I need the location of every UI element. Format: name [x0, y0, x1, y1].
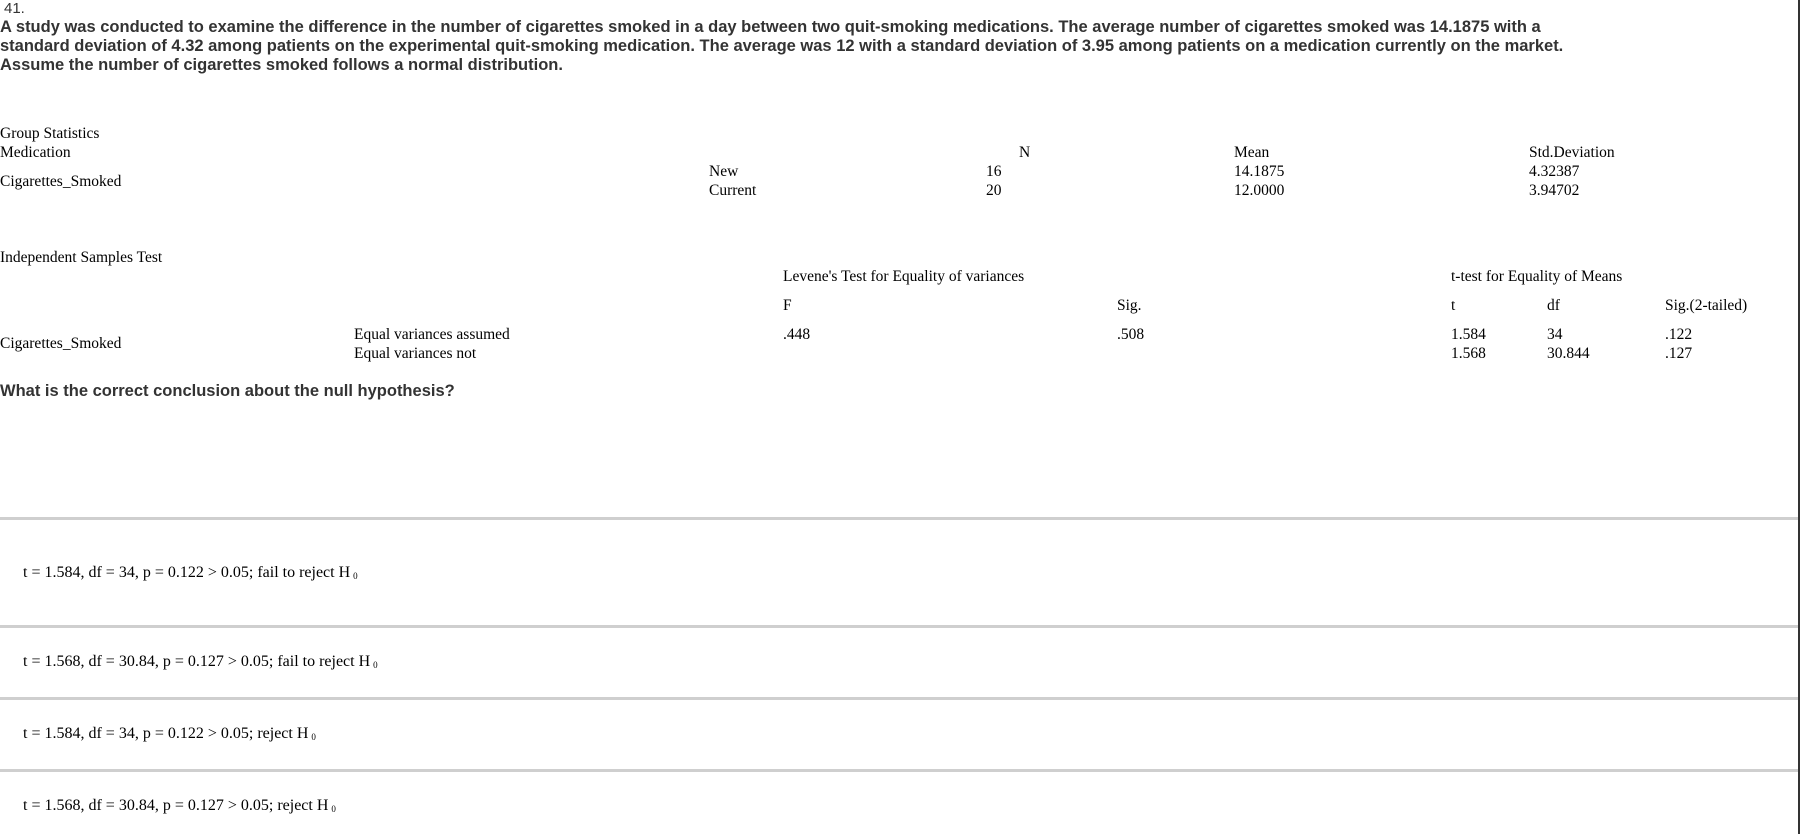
header-std-deviation: Std.Deviation [1529, 144, 1615, 161]
cell-sig-2-tailed: .127 [1665, 345, 1693, 362]
question-number: 41. [4, 0, 25, 17]
group-n: 20 [986, 182, 1002, 199]
cell-sig: .508 [1117, 326, 1145, 343]
variable-label: Cigarettes_Smoked [0, 173, 122, 190]
group-stats-title: Group Statistics [0, 125, 100, 142]
variable-label: Cigarettes_Smoked [0, 335, 122, 352]
option-text: t = 1.584, df = 34, p = 0.122 > 0.05; fail to reject H $_0$ [23, 564, 358, 581]
group-name: Current [709, 182, 757, 199]
header-medication: Medication [0, 144, 71, 161]
group-mean: 12.0000 [1234, 182, 1285, 199]
group-sd: 4.32387 [1529, 163, 1580, 180]
cell-t: 1.584 [1451, 326, 1486, 343]
header-n: N [1019, 144, 1031, 161]
ttest-header: t-test for Equality of Means [1451, 268, 1623, 285]
row-label: Equal variances assumed [354, 326, 510, 343]
col-df: df [1547, 297, 1560, 314]
option-text: t = 1.584, df = 34, p = 0.122 > 0.05; reject H $_0$ [23, 725, 316, 742]
header-mean: Mean [1234, 144, 1270, 161]
group-mean: 14.1875 [1234, 163, 1285, 180]
answer-option-2[interactable] [0, 628, 1798, 697]
levene-header: Levene's Test for Equality of variances [783, 268, 1025, 285]
group-name: New [709, 163, 739, 180]
col-t: t [1451, 297, 1456, 314]
group-sd: 3.94702 [1529, 182, 1580, 199]
row-label: Equal variances not [354, 345, 477, 362]
group-n: 16 [986, 163, 1002, 180]
question-text: A study was conducted to examine the difference in the number of cigarettes smoked in a day between two quit-smoking medications. The average number of cigarettes smoked was 14.1875 with a standard deviation of 4.32 among patients on the experimental quit-smoking medication. The average was 12 with a standard deviation of 3.95 among patients on a medication currently on the market. Assume the number of cigarettes smoked follows a normal distribution. [0, 18, 1564, 74]
option-text: t = 1.568, df = 30.84, p = 0.127 > 0.05; fail to reject H $_0$ [23, 653, 378, 670]
col-sig-2-tailed: Sig.(2-tailed) [1665, 297, 1748, 314]
cell-t: 1.568 [1451, 345, 1486, 362]
col-f: F [783, 297, 792, 314]
col-sig: Sig. [1117, 297, 1142, 314]
ind-test-title: Independent Samples Test [0, 249, 163, 266]
cell-df: 34 [1547, 326, 1563, 343]
option-text: t = 1.568, df = 30.84, p = 0.127 > 0.05; reject H $_0$ [23, 797, 336, 814]
answer-option-4[interactable] [0, 772, 1798, 834]
cell-df: 30.844 [1547, 345, 1590, 362]
cell-sig-2-tailed: .122 [1665, 326, 1693, 343]
answer-option-3[interactable] [0, 700, 1798, 769]
answer-option-1[interactable] [0, 520, 1798, 625]
question-prompt: What is the correct conclusion about the null hypothesis? [0, 382, 455, 400]
cell-f: .448 [783, 326, 811, 343]
